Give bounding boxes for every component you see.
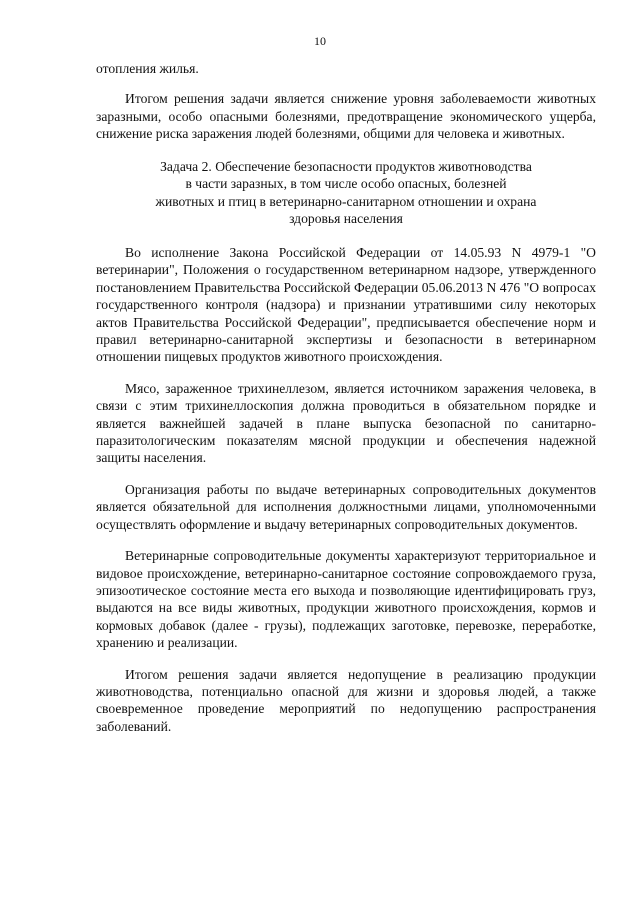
document-body: [96, 60, 596, 735]
paragraph-trichinellosis: Мясо, зараженное трихинеллезом, является источником заражения человека, в связи с этим трихинеллоскопия должна проводиться в обязательном порядке и является важнейшей задачей в плане выпуска безопасной по санитарно-паразитологическим показателям мясной продукции и обеспечения надежной защиты населения.: [96, 380, 596, 466]
paragraph-vet-documents-organization: Организация работы по выдаче ветеринарных сопроводительных документов является обязательной для исполнения должностными лицами, уполномоченными осуществлять оформление и выдачу ветеринарных сопроводительных документов.: [96, 481, 596, 532]
page-number: 10: [314, 34, 326, 48]
paragraph-result-task-2: Итогом решения задачи является недопущение в реализацию продукции животноводства, потенциально опасной для жизни и здоровья людей, а также своевременное проведение мероприятий по недопущению распространения заболеваний.: [96, 666, 596, 734]
paragraph-result-task-1: Итогом решения задачи является снижение уровня заболеваемости животных заразными, особо опасными болезнями, предотвращение экономического ущерба, снижение риска заражения людей болезнями, общими для человека и животных.: [96, 91, 596, 142]
heading-line: в части заразных, в том числе особо опасных, болезней: [185, 176, 507, 192]
task-2-heading: [96, 158, 596, 228]
heading-line: животных и птиц в ветеринарно-санитарном отношении и охрана: [155, 193, 537, 209]
heading-line: Задача 2. Обеспечение безопасности продуктов животноводства: [160, 158, 532, 174]
continuation-text: отопления жилья.: [96, 61, 199, 76]
heading-line: здоровья населения: [289, 211, 403, 227]
paragraph-law-reference: Во исполнение Закона Российской Федерации от 14.05.93 N 4979-1 "О ветеринарии", Положения о государственном ветеринарном надзоре, утвержденного постановлением Правительства Российской Федерации 05.06.2013 N 476 "О вопросах государственного контроля (надзора) и признании утратившими силу некоторых актов Правительства Российской Федерации", предписывается обеспечение норм и правил ветеринарно-санитарной экспертизы и безопасности в ветеринарном отношении пищевых продуктов животного происхождения.: [96, 245, 596, 365]
paragraph-vet-documents-description: Ветеринарные сопроводительные документы характеризуют территориальное и видовое происхождение, ветеринарно-санитарное состояние сопровождаемого груза, эпизоотическое состояние места его выхода и позволяющие идентифицировать груз, выдаются на все виды животных, продукции животного происхождения, кормов и кормовых добавок (далее - грузы), подлежащих заготовке, перевозке, переработке, хранению и реализации.: [96, 548, 596, 651]
